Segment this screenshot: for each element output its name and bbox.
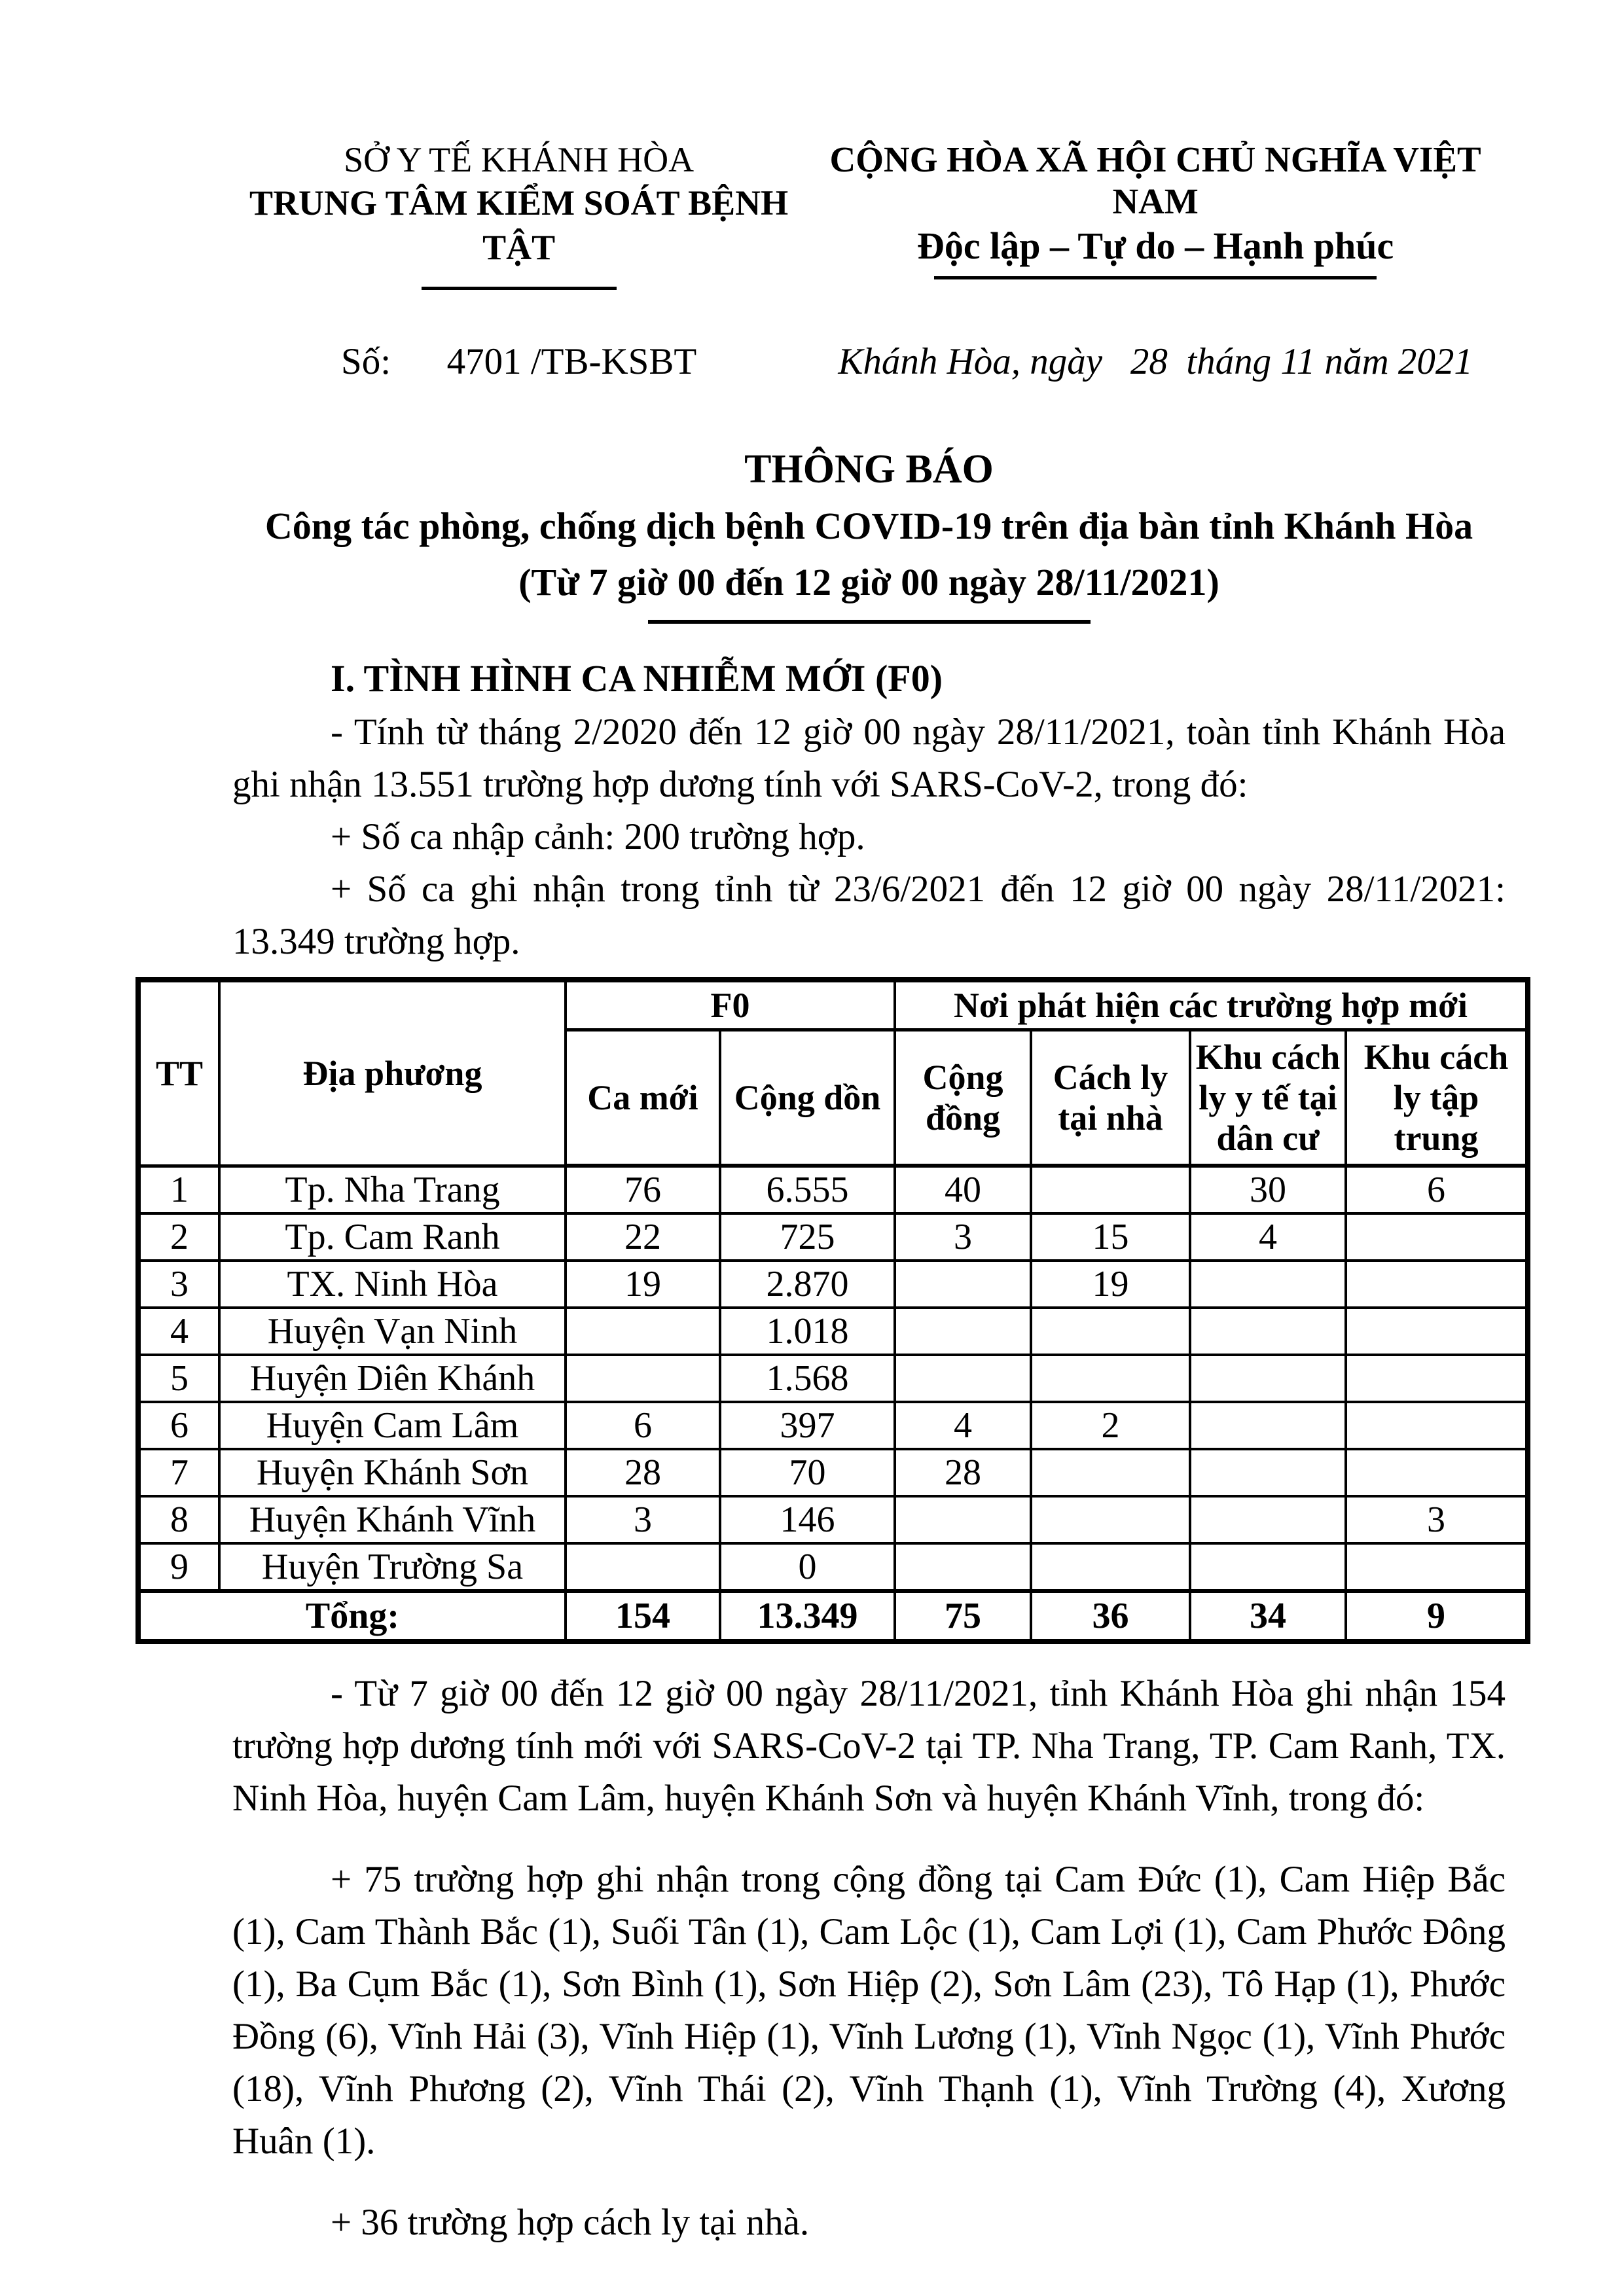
paragraph-domestic: + Số ca ghi nhận trong tỉnh từ 23/6/2021 đến 12 giờ 00 ngày 28/11/2021: 13.349 trường hợp. <box>232 869 1506 962</box>
national-block <box>805 139 1506 279</box>
cell-home <box>1031 1308 1190 1355</box>
cell-new: 28 <box>566 1449 720 1496</box>
table-row <box>138 1449 1528 1496</box>
cell-tt: 3 <box>138 1261 219 1308</box>
cell-community <box>895 1261 1031 1308</box>
cell-new <box>566 1355 720 1402</box>
table-header-group-row <box>138 980 1528 1030</box>
cell-tt: 1 <box>138 1166 219 1213</box>
national-title: CỘNG HÒA XÃ HỘI CHỦ NGHĨA VIỆT NAM <box>829 139 1481 221</box>
cell-locality: Huyện Khánh Sơn <box>219 1449 566 1496</box>
cell-tt: 6 <box>138 1402 219 1449</box>
document-number: Số: 4701 /TB-KSBT <box>341 341 697 382</box>
cell-locality: Huyện Cam Lâm <box>219 1402 566 1449</box>
col-header-community: Cộng đồng <box>895 1030 1031 1166</box>
cell-locality: Huyện Vạn Ninh <box>219 1308 566 1355</box>
cell-locality: Huyện Khánh Vĩnh <box>219 1496 566 1543</box>
cell-cumulative: 146 <box>720 1496 895 1543</box>
paragraph-community-list: + 75 trường hợp ghi nhận trong cộng đồng tại Cam Đức (1), Cam Hiệp Bắc (1), Cam Thành Bắc (1), Suối Tân (1), Cam Lộc (1), Cam Lợi (1), Cam Phước Đông (1), Ba Cụm Bắc (1), Sơn Bình (1), Sơn Hiệp (2), Sơn Lâm (23), Tô Hạp (1), Phước Đồng (6), Vĩnh Hải (3), Vĩnh Hiệp (1), Vĩnh Lương (1), Vĩnh Ngọc (1), Vĩnh Phước (18), Vĩnh Phương (2), Vĩnh Thái (2), Vĩnh Thạnh (1), Vĩnh Trường (4), Xương Huân (1). <box>232 1859 1506 2162</box>
cell-concentrated <box>1346 1261 1528 1308</box>
document-header <box>232 139 1506 290</box>
cell-medical-zone <box>1190 1449 1346 1496</box>
cell-cumulative: 2.870 <box>720 1261 895 1308</box>
cell-new: 6 <box>566 1402 720 1449</box>
cell-concentrated: 6 <box>1346 1166 1528 1213</box>
cell-new <box>566 1543 720 1591</box>
cell-home: 15 <box>1031 1213 1190 1261</box>
national-motto: Độc lập – Tự do – Hạnh phúc <box>916 224 1394 267</box>
cell-total-new: 154 <box>566 1591 720 1641</box>
cell-total-medical-zone: 34 <box>1190 1591 1346 1641</box>
cell-medical-zone: 30 <box>1190 1166 1346 1213</box>
issuer-block <box>232 139 805 290</box>
national-divider <box>934 276 1377 279</box>
cell-concentrated <box>1346 1213 1528 1261</box>
cell-community <box>895 1543 1031 1591</box>
cell-tt: 4 <box>138 1308 219 1355</box>
col-header-cumulative: Cộng dồn <box>720 1030 895 1166</box>
cell-home <box>1031 1449 1190 1496</box>
cell-home <box>1031 1166 1190 1213</box>
cell-new: 76 <box>566 1166 720 1213</box>
cell-home: 2 <box>1031 1402 1190 1449</box>
issuer-divider <box>422 287 617 290</box>
paragraph-imported: + Số ca nhập cảnh: 200 trường hợp. <box>331 816 865 857</box>
cell-cumulative: 725 <box>720 1213 895 1261</box>
doc-date-range: (Từ 7 giờ 00 đến 12 giờ 00 ngày 28/11/2021) <box>518 561 1219 603</box>
title-block <box>232 440 1506 624</box>
col-header-new: Ca mới <box>566 1030 720 1166</box>
cell-home <box>1031 1543 1190 1591</box>
cell-tt: 9 <box>138 1543 219 1591</box>
cell-locality: Huyện Diên Khánh <box>219 1355 566 1402</box>
cell-home: 19 <box>1031 1261 1190 1308</box>
table-row <box>138 1166 1528 1213</box>
doc-subtitle: Công tác phòng, chống dịch bệnh COVID-19 trên địa bàn tỉnh Khánh Hòa <box>264 505 1473 547</box>
cell-cumulative: 70 <box>720 1449 895 1496</box>
cell-tt: 7 <box>138 1449 219 1496</box>
cell-cumulative: 6.555 <box>720 1166 895 1213</box>
table-row <box>138 1543 1528 1591</box>
cell-new: 3 <box>566 1496 720 1543</box>
cell-tt: 8 <box>138 1496 219 1543</box>
table-row <box>138 1355 1528 1402</box>
col-header-home: Cách ly tại nhà <box>1031 1030 1190 1166</box>
cell-new: 22 <box>566 1213 720 1261</box>
col-header-f0-group: F0 <box>566 980 895 1030</box>
col-header-place-group: Nơi phát hiện các trường hợp mới <box>895 980 1528 1030</box>
table-row <box>138 1496 1528 1543</box>
doc-title: THÔNG BÁO <box>744 447 994 492</box>
cell-medical-zone <box>1190 1496 1346 1543</box>
table-row <box>138 1213 1528 1261</box>
cell-locality: Tp. Nha Trang <box>219 1166 566 1213</box>
section-heading: I. TÌNH HÌNH CA NHIỄM MỚI (F0) <box>331 657 943 700</box>
cell-locality: Tp. Cam Ranh <box>219 1213 566 1261</box>
table-row <box>138 1402 1528 1449</box>
cell-cumulative: 1.568 <box>720 1355 895 1402</box>
paragraph-new-cases: - Từ 7 giờ 00 đến 12 giờ 00 ngày 28/11/2021, tỉnh Khánh Hòa ghi nhận 154 trường hợp dương tính mới với SARS-CoV-2 tại TP. Nha Trang, TP. Cam Ranh, TX. Ninh Hòa, huyện Cam Lâm, huyện Khánh Sơn và huyện Khánh Vĩnh, trong đó: <box>232 1673 1506 1820</box>
cases-table <box>135 977 1530 1644</box>
cell-total-community: 75 <box>895 1591 1031 1641</box>
cell-new <box>566 1308 720 1355</box>
dateline: Khánh Hòa, ngày 28 tháng 11 năm 2021 <box>838 341 1473 382</box>
cell-total-cumulative: 13.349 <box>720 1591 895 1641</box>
col-header-tt: TT <box>138 980 219 1166</box>
cell-community: 3 <box>895 1213 1031 1261</box>
cell-tt: 2 <box>138 1213 219 1261</box>
table-row <box>138 1308 1528 1355</box>
cell-concentrated <box>1346 1402 1528 1449</box>
title-divider <box>648 620 1091 624</box>
cell-home <box>1031 1355 1190 1402</box>
paragraph-cumulative: - Tính từ tháng 2/2020 đến 12 giờ 00 ngày 28/11/2021, toàn tỉnh Khánh Hòa ghi nhận 13.551 trường hợp dương tính với SARS-CoV-2, trong đó: <box>232 711 1506 805</box>
cell-medical-zone <box>1190 1355 1346 1402</box>
cell-tt: 5 <box>138 1355 219 1402</box>
cell-medical-zone <box>1190 1308 1346 1355</box>
cell-community: 40 <box>895 1166 1031 1213</box>
cell-locality: Huyện Trường Sa <box>219 1543 566 1591</box>
cell-concentrated <box>1346 1308 1528 1355</box>
cell-concentrated <box>1346 1449 1528 1496</box>
cell-community: 28 <box>895 1449 1031 1496</box>
cell-medical-zone <box>1190 1261 1346 1308</box>
cell-community <box>895 1496 1031 1543</box>
cell-medical-zone <box>1190 1543 1346 1591</box>
cell-concentrated <box>1346 1543 1528 1591</box>
col-header-medical-zone: Khu cách ly y tế tại dân cư <box>1190 1030 1346 1166</box>
cell-total-concentrated: 9 <box>1346 1591 1528 1641</box>
cell-cumulative: 1.018 <box>720 1308 895 1355</box>
cell-locality: TX. Ninh Hòa <box>219 1261 566 1308</box>
cell-community <box>895 1355 1031 1402</box>
cell-medical-zone: 4 <box>1190 1213 1346 1261</box>
col-header-locality: Địa phương <box>219 980 566 1166</box>
cell-concentrated: 3 <box>1346 1496 1528 1543</box>
cell-total-label: Tổng: <box>138 1591 566 1641</box>
cell-total-home: 36 <box>1031 1591 1190 1641</box>
cell-cumulative: 0 <box>720 1543 895 1591</box>
cell-community: 4 <box>895 1402 1031 1449</box>
cell-medical-zone <box>1190 1402 1346 1449</box>
document-meta-row <box>232 340 1506 384</box>
cell-community <box>895 1308 1031 1355</box>
paragraph-home-isolation: + 36 trường hợp cách ly tại nhà. <box>331 2202 810 2244</box>
cell-cumulative: 397 <box>720 1402 895 1449</box>
cell-new: 19 <box>566 1261 720 1308</box>
issuer-parent-name: SỞ Y TẾ KHÁNH HÒA <box>344 140 695 179</box>
cell-home <box>1031 1496 1190 1543</box>
table-row <box>138 1261 1528 1308</box>
issuer-name: TRUNG TÂM KIỂM SOÁT BỆNH TẬT <box>249 183 789 267</box>
col-header-concentrated: Khu cách ly tập trung <box>1346 1030 1528 1166</box>
table-total-row <box>138 1591 1528 1641</box>
cell-concentrated <box>1346 1355 1528 1402</box>
